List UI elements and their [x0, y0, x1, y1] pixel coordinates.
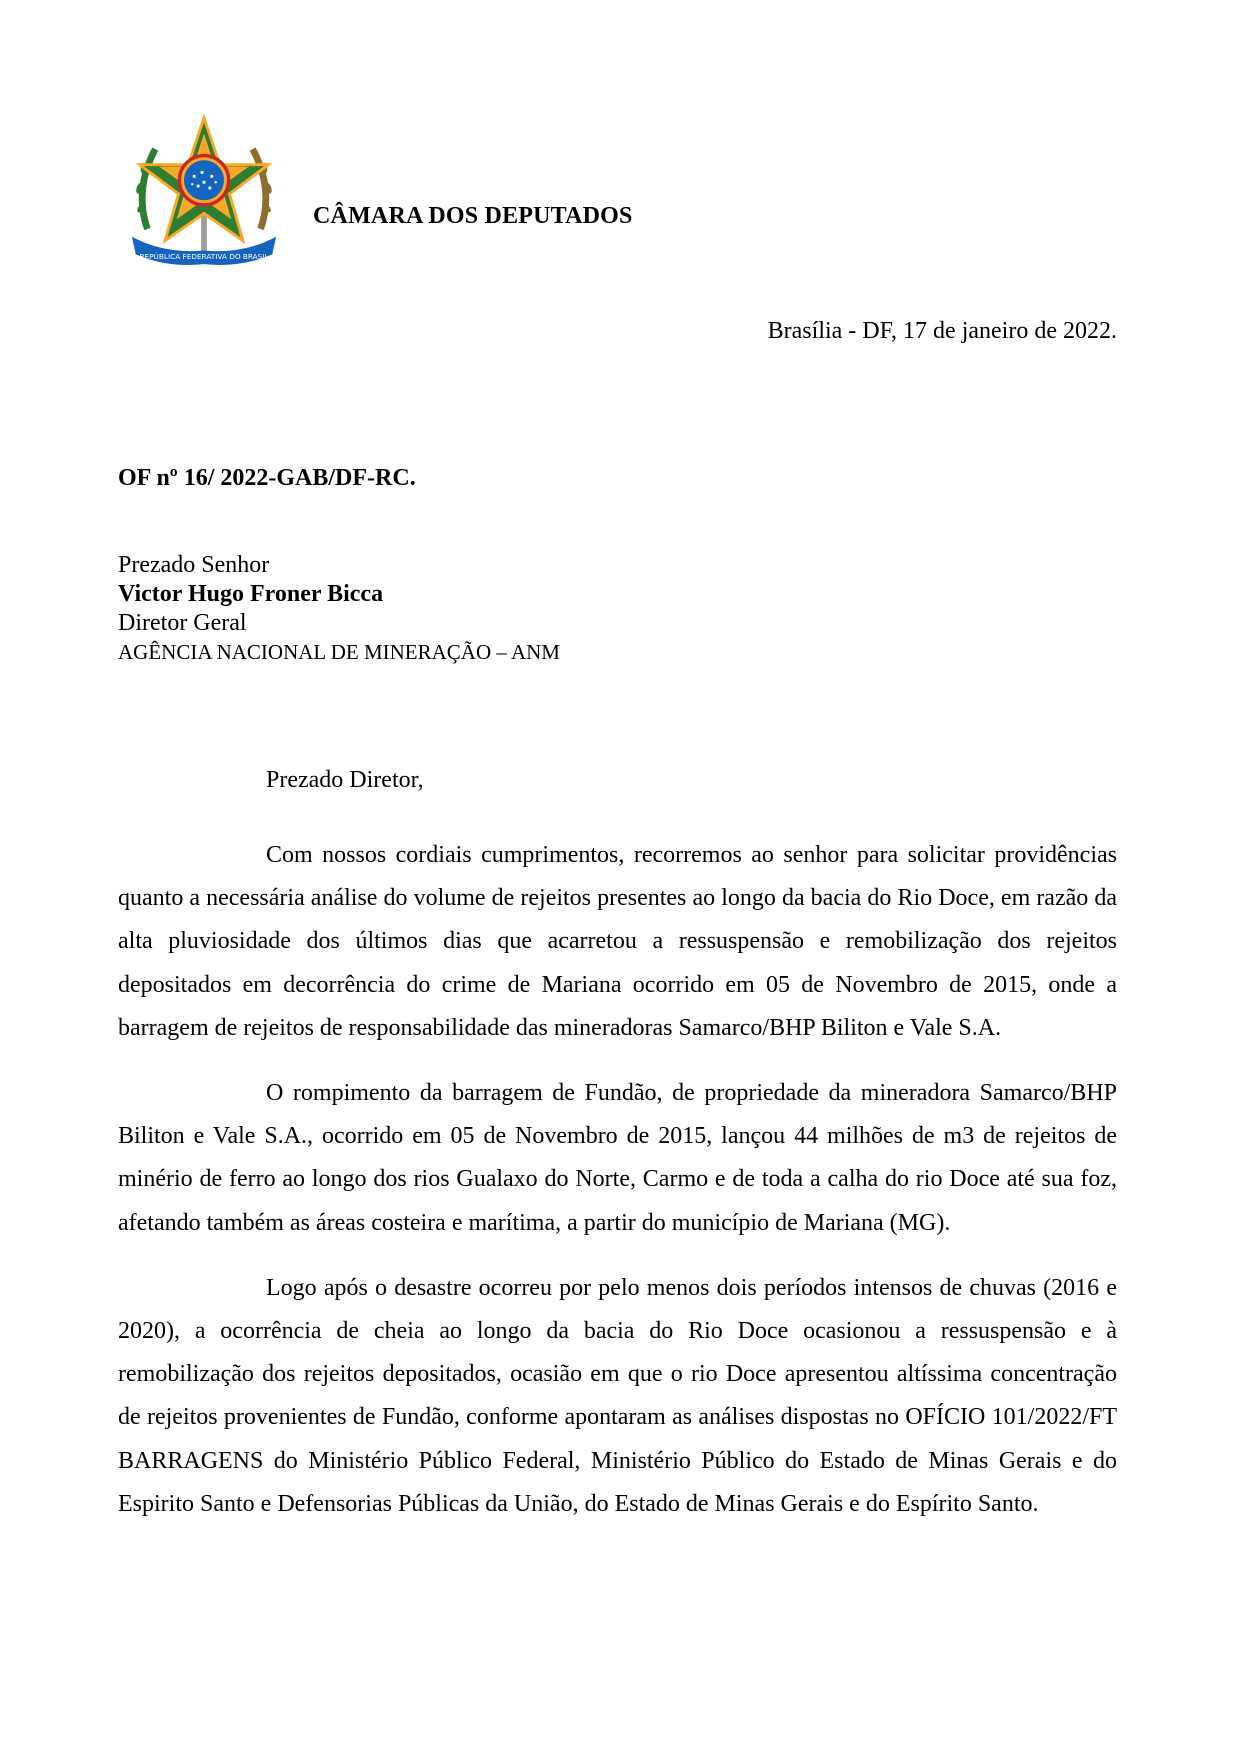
- salutation: Prezado Diretor,: [266, 767, 424, 793]
- body-paragraph: Com nossos cordiais cumprimentos, recorremos ao senhor para solicitar providências quanto a necessária análise do volume de rejeitos presentes ao longo da bacia do Rio Doce, em razão da alta pluviosidade dos últimos dias que acarretou a ressuspensão e remobilização dos rejeitos depositados em decorrência do crime de Mariana ocorrido em 05 de Novembro de 2015, onde a barragem de rejeitos de responsabilidade das mineradoras Samarco/BHP Biliton e Vale S.A.: [118, 842, 1117, 1041]
- body-paragraph: O rompimento da barragem de Fundão, de propriedade da mineradora Samarco/BHP Biliton e Vale S.A., ocorrido em 05 de Novembro de 2015, lançou 44 milhões de m3 de rejeitos de minério de ferro ao longo dos rios Gualaxo do Norte, Carmo e de toda a calha do rio Doce até sua foz, afetando também as áreas costeira e marítima, a partir do município de Mariana (MG).: [118, 1080, 1117, 1236]
- letter-body: [118, 834, 1117, 1548]
- body-paragraph: Logo após o desastre ocorreu por pelo menos dois períodos intensos de chuvas (2016 e 2020), a ocorrência de cheia ao longo da bacia do Rio Doce ocasionou a ressuspensão e à remobilização dos rejeitos depositados, ocasião em que o rio Doce apresentou altíssima concentração de rejeitos provenientes de Fundão, conforme apontaram as análises dispostas no OFÍCIO 101/2022/FT BARRAGENS do Ministério Público Federal, Ministério Público do Estado de Minas Gerais e do Espirito Santo e Defensorias Públicas da União, do Estado de Minas Gerais e do Espírito Santo.: [118, 1274, 1117, 1517]
- addressee-agency: AGÊNCIA NACIONAL DE MINERAÇÃO – ANM: [118, 640, 560, 664]
- coat-of-arms-icon: [126, 112, 282, 268]
- institution-title: CÂMARA DOS DEPUTADOS: [313, 203, 633, 229]
- reference-number: OF nº 16/ 2022-GAB/DF-RC.: [118, 465, 416, 491]
- addressee-name: Victor Hugo Froner Bicca: [118, 581, 384, 607]
- coat-ribbon-text: REPÚBLICA FEDERATIVA DO BRASIL: [139, 252, 269, 262]
- addressee-greeting: Prezado Senhor: [118, 552, 270, 578]
- place-date: Brasília - DF, 17 de janeiro de 2022.: [767, 318, 1117, 344]
- addressee-block: [118, 551, 560, 667]
- addressee-title: Diretor Geral: [118, 610, 247, 636]
